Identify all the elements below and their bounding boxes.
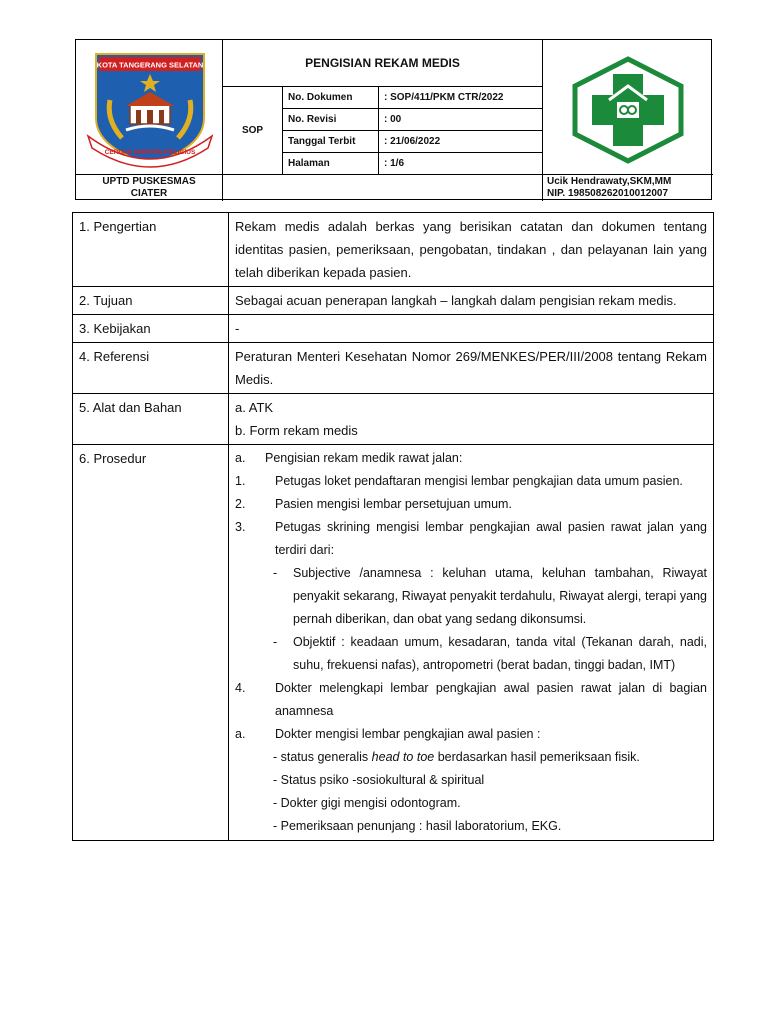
- sop-label: SOP: [223, 87, 283, 174]
- section-label: 3. Kebijakan: [73, 315, 229, 343]
- meta-value: : 21/06/2022: [384, 136, 441, 147]
- procedure-step: [235, 470, 707, 493]
- section-label: 2. Tujuan: [73, 287, 229, 315]
- list-marker: 2.: [235, 497, 246, 511]
- procedure-detail: - Status psiko -sosiokultural & spiritual: [273, 773, 485, 787]
- row-alat-bahan: [73, 394, 714, 445]
- procedure-detail: - Pemeriksaan penunjang : hasil laboratorium, EKG.: [273, 819, 562, 833]
- meta-value: : 00: [384, 114, 402, 125]
- meta-value: : 1/6: [384, 158, 405, 169]
- row-tujuan: [73, 287, 714, 315]
- meta-key: Tanggal Terbit: [288, 136, 356, 147]
- meta-row-dokumen: [283, 87, 543, 109]
- section-text: Peraturan Menteri Kesehatan Nomor 269/MENKES/PER/III/2008 tentang Rekam Medis.: [229, 343, 714, 394]
- section-text: -: [229, 315, 714, 343]
- procedure-heading: [235, 723, 707, 746]
- meta-key: No. Dokumen: [288, 92, 353, 103]
- section-text: Rekam medis adalah berkas yang berisikan catatan dan dokumen tentang identitas pasien, pemeriksaan, pengobatan, tindakan , dan pelayanan lain yang telah diberikan kepada pasien.: [229, 213, 714, 287]
- row-kebijakan: [73, 315, 714, 343]
- health-cross-icon: [543, 40, 713, 174]
- list-marker: a.: [235, 451, 246, 465]
- list-marker: 3.: [235, 520, 246, 534]
- procedure-step: [235, 677, 707, 723]
- list-item: a. ATK: [235, 400, 274, 415]
- section-list: [229, 394, 714, 445]
- row-prosedur: [73, 445, 714, 841]
- meta-row-halaman: [283, 153, 543, 174]
- list-marker: a.: [235, 727, 246, 741]
- procedure-step: [235, 516, 707, 562]
- procedure-step: [235, 493, 707, 516]
- meta-row-tanggal: [283, 131, 543, 153]
- procedure-substep: - Objektif : keadaan umum, kesadaran, tanda vital (Tekanan darah, nadi, suhu, frekuensi nafas), antropometri (berat badan, tinggi badan, IMT): [235, 631, 707, 677]
- signer-nip: NIP. 198508262010012007: [547, 188, 669, 199]
- city-logo: [76, 40, 223, 174]
- procedure-detail: [235, 746, 707, 769]
- procedure-list: [229, 445, 714, 841]
- meta-key: Halaman: [288, 158, 330, 169]
- list-text: Pengisian rekam medik rawat jalan:: [265, 451, 463, 465]
- svg-text:CERDAS MODERN RELIGIUS: CERDAS MODERN RELIGIUS: [104, 149, 196, 156]
- italic-term: head to toe: [371, 750, 435, 764]
- sop-content-table: [72, 212, 714, 841]
- list-marker: 1.: [235, 474, 246, 488]
- section-label: 5. Alat dan Bahan: [73, 394, 229, 445]
- meta-value: : SOP/411/PKM CTR/2022: [384, 92, 504, 103]
- row-referensi: [73, 343, 714, 394]
- blank-cell: [223, 174, 543, 201]
- meta-row-revisi: [283, 109, 543, 131]
- list-text: Objektif : keadaan umum, kesadaran, tanda vital (Tekanan darah, nadi, suhu, frekuensi nafas), antropometri (berat badan, tinggi badan, IMT): [293, 635, 707, 672]
- signer-block: [543, 174, 713, 201]
- list-text: Pasien mengisi lembar persetujuan umum.: [275, 497, 512, 511]
- row-pengertian: [73, 213, 714, 287]
- list-text: Petugas loket pendaftaran mengisi lembar pengkajian data umum pasien.: [275, 474, 683, 488]
- document-header: [75, 39, 712, 200]
- list-text: Subjective /anamnesa : keluhan utama, keluhan tambahan, Riwayat penyakit sekarang, Riwayat penyakit terdahulu, Riwayat alergi, terapi yang pernah diberikan, dan obat yang sedang dikonsumsi.: [293, 566, 707, 626]
- section-label: 4. Referensi: [73, 343, 229, 394]
- meta-key: No. Revisi: [288, 114, 337, 125]
- list-text: Dokter mengisi lembar pengkajian awal pasien :: [275, 727, 541, 741]
- org-line-1: UPTD PUSKESMAS: [102, 176, 196, 187]
- document-title: PENGISIAN REKAM MEDIS: [223, 40, 543, 87]
- svg-text:KOTA TANGERANG SELATAN: KOTA TANGERANG SELATAN: [96, 60, 204, 70]
- section-text: Sebagai acuan penerapan langkah – langkah dalam pengisian rekam medis.: [229, 287, 714, 315]
- list-text: Petugas skrining mengisi lembar pengkajian awal pasien rawat jalan yang terdiri dari:: [275, 520, 707, 557]
- list-text: Dokter melengkapi lembar pengkajian awal pasien rawat jalan di bagian anamnesa: [275, 681, 707, 718]
- signer-name: Ucik Hendrawaty,SKM,MM: [547, 176, 672, 187]
- organization-name: [76, 174, 223, 201]
- procedure-detail: - Dokter gigi mengisi odontogram.: [273, 796, 461, 810]
- list-marker: 4.: [235, 681, 246, 695]
- section-label: 1. Pengertian: [73, 213, 229, 287]
- procedure-heading: [235, 447, 707, 470]
- list-text: - status generalis: [273, 750, 372, 764]
- org-line-2: CIATER: [130, 188, 168, 199]
- section-label: 6. Prosedur: [73, 445, 229, 841]
- list-item: b. Form rekam medis: [235, 423, 358, 438]
- city-emblem-icon: [76, 40, 223, 174]
- list-text: berdasarkan hasil pemeriksaan fisik.: [434, 750, 640, 764]
- puskesmas-logo: [543, 40, 713, 174]
- procedure-substep: - Subjective /anamnesa : keluhan utama, keluhan tambahan, Riwayat penyakit sekarang, Riwayat penyakit terdahulu, Riwayat alergi, terapi yang pernah diberikan, dan obat yang sedang dikonsumsi.: [235, 562, 707, 631]
